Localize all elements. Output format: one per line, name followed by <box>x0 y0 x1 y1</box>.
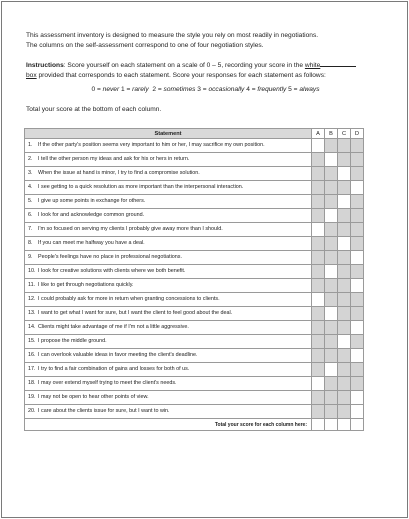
score-cell-a[interactable] <box>312 293 325 307</box>
statement-number: 13. <box>28 310 36 316</box>
instructions-text-b: provided that corresponds to each statement. Score your responses for each statement as follows: <box>36 71 326 79</box>
statement-text: Clients might take advantage of me if I'm not a little aggressive. <box>38 324 189 330</box>
statement-text: I may not be open to hear other points of view. <box>38 394 149 400</box>
shaded-cell-c <box>338 139 351 153</box>
shaded-cell-a <box>312 265 325 279</box>
instructions-line-2 <box>26 71 376 81</box>
table-row <box>25 209 364 223</box>
scale-2-text: sometimes <box>163 86 196 93</box>
statement-number: 7. <box>28 226 33 232</box>
total-row <box>25 419 364 431</box>
intro-text <box>26 31 376 51</box>
shaded-cell-b <box>325 181 338 195</box>
statement-number: 3. <box>28 170 33 176</box>
total-label: Total your score for each column here: <box>25 419 312 431</box>
shaded-cell-a <box>312 167 325 181</box>
score-cell-a[interactable] <box>312 139 325 153</box>
table-row <box>25 293 364 307</box>
table-row <box>25 405 364 419</box>
score-cell-d[interactable] <box>351 251 364 265</box>
shaded-cell-c <box>338 321 351 335</box>
shaded-cell-b <box>325 195 338 209</box>
shaded-cell-a <box>312 349 325 363</box>
instructions-label: Instructions <box>26 62 64 69</box>
statement-cell <box>25 223 312 237</box>
statement-number: 2. <box>28 156 33 162</box>
statement-cell <box>25 391 312 405</box>
intro-line-2: The columns on the self-assessment correspond to one of four negotiation styles. <box>26 42 264 49</box>
total-cell-c[interactable] <box>338 419 351 431</box>
underline-blank <box>320 60 356 67</box>
statement-number: 9. <box>28 254 33 260</box>
table-row <box>25 139 364 153</box>
statement-number: 5. <box>28 198 33 204</box>
table-row <box>25 363 364 377</box>
statement-number: 14. <box>28 324 36 330</box>
scale-4-label: 4 = <box>244 86 258 93</box>
statement-cell <box>25 405 312 419</box>
assessment-table <box>24 128 364 431</box>
statement-text: I look for and acknowledge common ground. <box>38 212 145 218</box>
shaded-cell-b <box>325 349 338 363</box>
shaded-cell-a <box>312 405 325 419</box>
scale-5-label: 5 = <box>286 86 300 93</box>
shaded-cell-d <box>351 335 364 349</box>
statement-cell <box>25 251 312 265</box>
instructions <box>26 60 376 80</box>
statement-text: I look for creative solutions with clients where we both benefit. <box>38 268 186 274</box>
shaded-cell-c <box>338 405 351 419</box>
scale-4-text: frequently <box>257 86 287 93</box>
shaded-cell-a <box>312 391 325 405</box>
shaded-cell-c <box>338 307 351 321</box>
shaded-cell-d <box>351 237 364 251</box>
shaded-cell-d <box>351 139 364 153</box>
statement-text: I like to get through negotiations quickly. <box>38 282 134 288</box>
assessment-page <box>1 1 408 518</box>
shaded-cell-c <box>338 153 351 167</box>
statement-number: 16. <box>28 352 36 358</box>
statement-cell <box>25 307 312 321</box>
score-cell-a[interactable] <box>312 377 325 391</box>
total-cell-b[interactable] <box>325 419 338 431</box>
statement-text: I give up some points in exchange for others. <box>38 198 146 204</box>
score-cell-b[interactable] <box>325 153 338 167</box>
shaded-cell-b <box>325 391 338 405</box>
shaded-cell-a <box>312 251 325 265</box>
column-a-header: A <box>312 129 325 139</box>
scale-5-text: always <box>299 86 320 93</box>
statement-cell <box>25 209 312 223</box>
statement-number: 19. <box>28 394 36 400</box>
score-cell-d[interactable] <box>351 321 364 335</box>
shaded-cell-d <box>351 195 364 209</box>
score-scale <box>2 86 409 93</box>
shaded-cell-c <box>338 349 351 363</box>
table-row <box>25 251 364 265</box>
statement-text: I care about the clients issue for sure, but I want to win. <box>38 408 170 414</box>
statement-number: 6. <box>28 212 33 218</box>
table-row <box>25 181 364 195</box>
shaded-cell-c <box>338 251 351 265</box>
statement-number: 17. <box>28 366 36 372</box>
score-cell-d[interactable] <box>351 181 364 195</box>
statement-cell <box>25 363 312 377</box>
shaded-cell-d <box>351 377 364 391</box>
table-row <box>25 377 364 391</box>
score-cell-d[interactable] <box>351 279 364 293</box>
shaded-cell-a <box>312 363 325 377</box>
shaded-cell-b <box>325 335 338 349</box>
table-body <box>25 139 364 419</box>
total-note: Total your score at the bottom of each column. <box>26 106 162 113</box>
shaded-cell-c <box>338 391 351 405</box>
shaded-cell-b <box>325 293 338 307</box>
statement-number: 1. <box>28 142 33 148</box>
shaded-cell-c <box>338 181 351 195</box>
statement-cell <box>25 153 312 167</box>
statement-text: I can overlook valuable ideas in favor meeting the client's deadline. <box>38 352 198 358</box>
shaded-cell-c <box>338 209 351 223</box>
column-d-header: D <box>351 129 364 139</box>
statement-text: I'm so focused on serving my clients I probably give away more than I should. <box>38 226 223 232</box>
table-row <box>25 167 364 181</box>
intro-line-1: This assessment inventory is designed to measure the style you rely on most readily in negotiations. <box>26 32 319 39</box>
shaded-cell-c <box>338 265 351 279</box>
scale-2-label: 2 = <box>148 86 164 93</box>
statement-text: I see getting to a quick resolution as more important than the interpersonal interaction. <box>38 184 244 190</box>
statement-cell <box>25 377 312 391</box>
shaded-cell-c <box>338 223 351 237</box>
shaded-cell-a <box>312 153 325 167</box>
shaded-cell-b <box>325 223 338 237</box>
score-cell-c[interactable] <box>338 335 351 349</box>
statement-number: 4. <box>28 184 33 190</box>
shaded-cell-b <box>325 377 338 391</box>
statement-text: I tell the other person my ideas and ask for his or hers in return. <box>38 156 190 162</box>
statement-number: 12. <box>28 296 36 302</box>
shaded-cell-b <box>325 139 338 153</box>
score-cell-b[interactable] <box>325 363 338 377</box>
table-row <box>25 153 364 167</box>
instructions-text-a: : Score yourself on each statement on a scale of 0 – 5, recording your score in the <box>63 62 305 69</box>
scale-0-label: 0 = <box>91 86 103 93</box>
score-cell-b[interactable] <box>325 209 338 223</box>
instructions-line-1 <box>26 60 376 71</box>
shaded-cell-d <box>351 167 364 181</box>
scale-1-text: rarely <box>132 86 149 93</box>
score-cell-c[interactable] <box>338 237 351 251</box>
table-row <box>25 335 364 349</box>
shaded-cell-c <box>338 363 351 377</box>
statement-number: 8. <box>28 240 33 246</box>
score-cell-c[interactable] <box>338 167 351 181</box>
statement-cell <box>25 181 312 195</box>
statement-text: When the issue at hand is minor, I try to find a compromise solution. <box>38 170 200 176</box>
shaded-cell-c <box>338 293 351 307</box>
statement-text: If the other party's position seems very important to him or her, I may sacrifice my own position. <box>38 142 265 148</box>
table-row <box>25 223 364 237</box>
shaded-cell-b <box>325 321 338 335</box>
table-row <box>25 195 364 209</box>
instructions-white-word: white <box>304 62 321 69</box>
statement-cell <box>25 139 312 153</box>
score-cell-d[interactable] <box>351 349 364 363</box>
table-row <box>25 265 364 279</box>
statement-text: I propose the middle ground. <box>38 338 107 344</box>
shaded-cell-b <box>325 279 338 293</box>
scale-0-text: never <box>102 86 120 93</box>
statement-header: Statement <box>25 129 312 139</box>
table-row <box>25 237 364 251</box>
total-cell-a[interactable] <box>312 419 325 431</box>
shaded-cell-c <box>338 279 351 293</box>
shaded-cell-b <box>325 251 338 265</box>
statement-cell <box>25 335 312 349</box>
shaded-cell-d <box>351 223 364 237</box>
column-b-header: B <box>325 129 338 139</box>
shaded-cell-a <box>312 237 325 251</box>
shaded-cell-a <box>312 321 325 335</box>
shaded-cell-b <box>325 237 338 251</box>
total-cell-d[interactable] <box>351 419 364 431</box>
statement-number: 18. <box>28 380 36 386</box>
table-row <box>25 307 364 321</box>
shaded-cell-a <box>312 335 325 349</box>
shaded-cell-a <box>312 195 325 209</box>
statement-text: I may over extend myself trying to meet the client's needs. <box>38 380 177 386</box>
table-header-row <box>25 129 364 139</box>
statement-text: I try to find a fair combination of gains and losses for both of us. <box>38 366 190 372</box>
instructions-box-word: box <box>26 71 37 79</box>
statement-number: 15. <box>28 338 36 344</box>
scale-3-label: 3 = <box>195 86 209 93</box>
statement-cell <box>25 279 312 293</box>
shaded-cell-c <box>338 377 351 391</box>
table-row <box>25 391 364 405</box>
shaded-cell-a <box>312 307 325 321</box>
statement-cell <box>25 195 312 209</box>
score-cell-c[interactable] <box>338 195 351 209</box>
shaded-cell-d <box>351 209 364 223</box>
statement-text: I want to get what I want for sure, but I want the client to feel good about the deal. <box>38 310 233 316</box>
statement-cell <box>25 293 312 307</box>
statement-text: People's feelings have no place in professional negotiations. <box>38 254 182 260</box>
statement-cell <box>25 237 312 251</box>
table-row <box>25 279 364 293</box>
column-c-header: C <box>338 129 351 139</box>
shaded-cell-d <box>351 265 364 279</box>
shaded-cell-d <box>351 307 364 321</box>
shaded-cell-b <box>325 405 338 419</box>
statement-cell <box>25 321 312 335</box>
statement-cell <box>25 349 312 363</box>
shaded-cell-d <box>351 363 364 377</box>
score-cell-b[interactable] <box>325 265 338 279</box>
score-cell-d[interactable] <box>351 391 364 405</box>
statement-number: 10. <box>28 268 36 274</box>
statement-number: 20. <box>28 408 36 414</box>
score-cell-b[interactable] <box>325 307 338 321</box>
scale-1-label: 1 = <box>119 86 133 93</box>
statement-text: I could probably ask for more in return when granting concessions to clients. <box>38 296 220 302</box>
shaded-cell-a <box>312 209 325 223</box>
shaded-cell-a <box>312 181 325 195</box>
shaded-cell-a <box>312 279 325 293</box>
statement-cell <box>25 265 312 279</box>
shaded-cell-d <box>351 153 364 167</box>
shaded-cell-b <box>325 167 338 181</box>
statement-cell <box>25 167 312 181</box>
scale-3-text: occasionally <box>208 86 245 93</box>
shaded-cell-d <box>351 293 364 307</box>
statement-number: 11. <box>28 282 36 288</box>
score-cell-a[interactable] <box>312 223 325 237</box>
statement-text: If you can meet me halfway you have a deal. <box>38 240 145 246</box>
table-row <box>25 321 364 335</box>
table-row <box>25 349 364 363</box>
score-cell-d[interactable] <box>351 405 364 419</box>
